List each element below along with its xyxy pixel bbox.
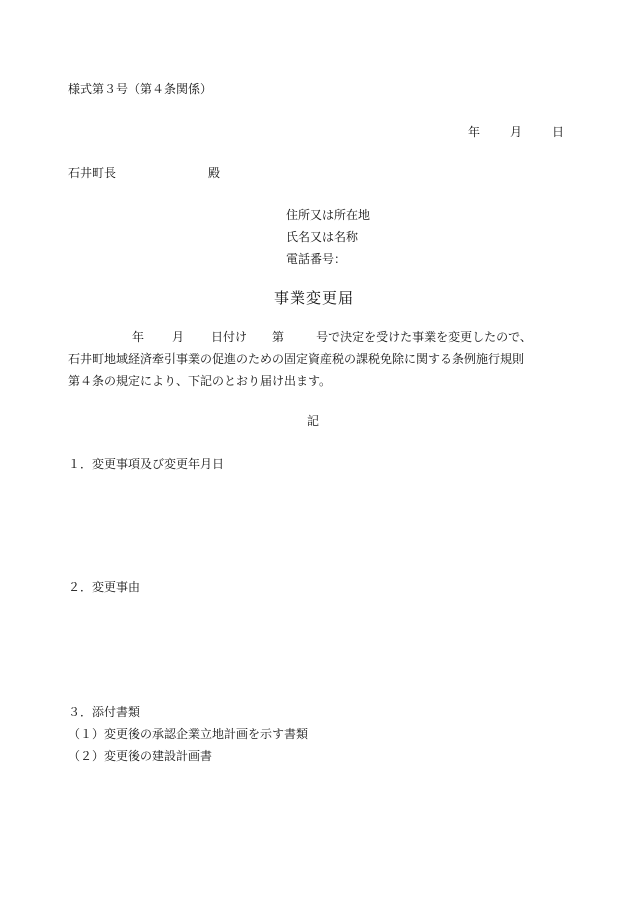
section-1-heading: １．変更事項及び変更年月日 — [68, 457, 225, 471]
form-number: 様式第３号（第４条関係） — [68, 82, 213, 96]
body-paragraph — [68, 326, 532, 392]
addressee — [68, 164, 220, 181]
applicant-address-label: 住所又は所在地 — [286, 208, 371, 222]
date-line — [468, 123, 564, 140]
body-line-2: 石井町地域経済牽引事業の促進のための固定資産税の課税免除に関する条例施行規則 — [68, 352, 525, 366]
body-line-1 — [68, 326, 532, 348]
addressee-name: 石井町長 — [68, 166, 117, 180]
document-title: 事業変更届 — [274, 289, 355, 307]
date-month-label: 月 — [510, 125, 523, 139]
section-3-heading: ３．添付書類 — [68, 705, 141, 719]
body-line-1-rest: 号で決定を受けた事業を変更したので、 — [316, 330, 532, 344]
body-month-label: 月 — [172, 330, 185, 344]
body-line-3: 第４条の規定により、下記のとおり届け出ます。 — [68, 374, 332, 388]
body-date-suffix: 日付け — [211, 330, 248, 344]
section-2-heading: ２．変更事由 — [68, 580, 141, 594]
section-3-item-1: （１）変更後の承認企業立地計画を示す書類 — [68, 727, 309, 741]
applicant-phone-label: 電話番号： — [286, 252, 347, 266]
ki-heading: 記 — [307, 414, 320, 428]
applicant-block — [286, 204, 370, 270]
date-year-label: 年 — [468, 125, 481, 139]
body-year-label: 年 — [132, 330, 145, 344]
date-day-label: 日 — [552, 125, 565, 139]
body-number-prefix: 第 — [272, 330, 285, 344]
section-3-item-2: （２）変更後の建設計画書 — [68, 749, 213, 763]
section-3 — [68, 701, 308, 767]
addressee-honorific: 殿 — [208, 166, 221, 180]
applicant-name-label: 氏名又は名称 — [286, 230, 359, 244]
